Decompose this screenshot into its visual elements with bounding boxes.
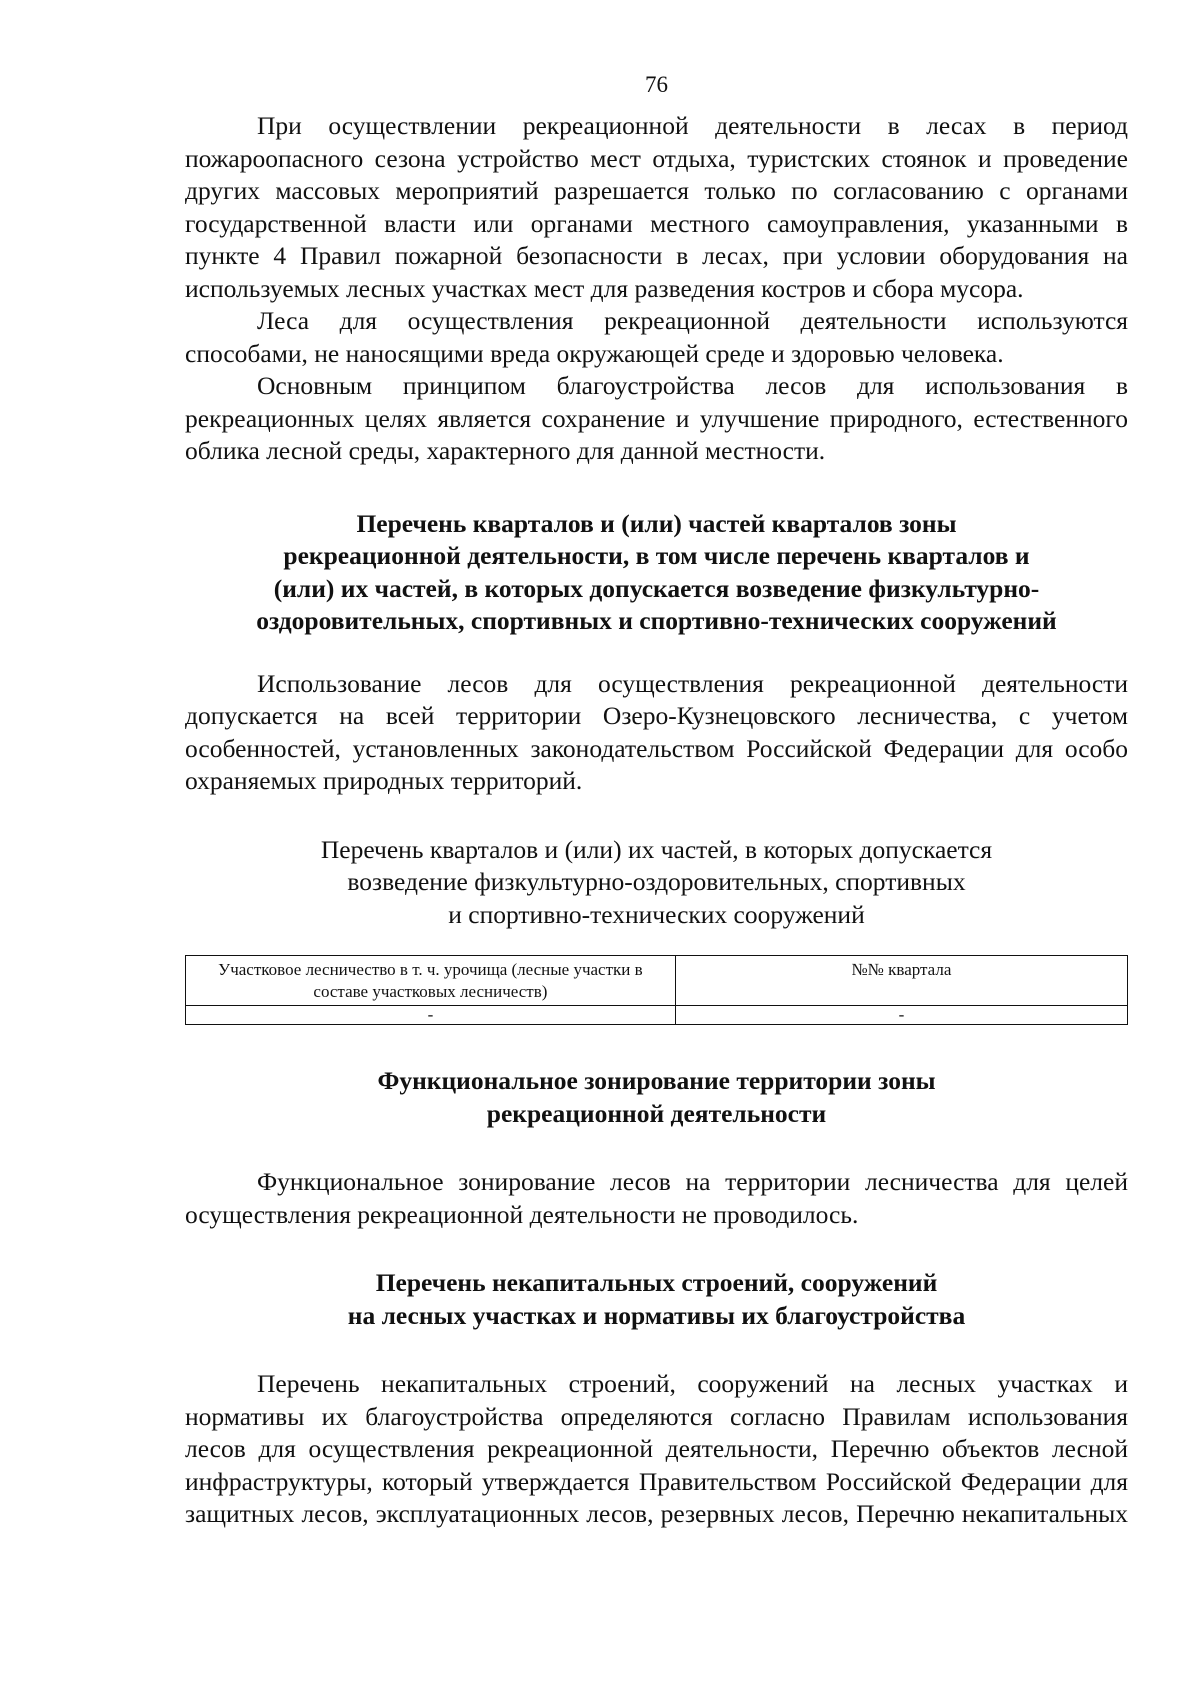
table-cell-quarters: - xyxy=(675,1006,1127,1025)
intro-paragraph-3: Основным принципом благоустройства лесов для использования в рекреационных целях является сохранение и улучшение природного, естественного облика лесной среды, характерного для данной местности. xyxy=(185,371,1128,465)
header-forestry: Участковое лесничество в т. ч. урочища (лесные участки в составе участковых лесничеств) xyxy=(186,956,676,1006)
functional-zoning-paragraph: Функциональное зонирование лесов на территории лесничества для целей осуществления рекреационной деятельности не проводилось. xyxy=(185,1167,1128,1229)
table-row xyxy=(186,1006,1128,1025)
heading-line: рекреационной деятельности, в том числе перечень кварталов и xyxy=(283,541,1030,570)
heading-line: на лесных участках и нормативы их благоустройства xyxy=(347,1300,966,1330)
page-number: 76 xyxy=(645,72,668,97)
table-cell-forestry: - xyxy=(186,1006,676,1025)
caption-line: возведение физкультурно-оздоровительных, спортивных xyxy=(347,867,966,896)
quarters-table-wrapper xyxy=(185,955,1128,1025)
recreation-usage-paragraph: Использование лесов для осуществления рекреационной деятельности допускается на всей территории Озеро-Кузнецовского лесничества, с учетом особенностей, установленных законодательством Российской Федерации для особо охраняемых природных территорий. xyxy=(185,668,1128,795)
section-heading-recreation-quarters xyxy=(185,508,1128,638)
section-heading-non-capital-structures xyxy=(185,1267,1128,1332)
table-caption xyxy=(185,834,1128,932)
header-quarter-numbers: №№ квартала xyxy=(675,956,1127,1006)
caption-line: и спортивно-технических сооружений xyxy=(448,899,865,929)
heading-line: (или) их частей, в которых допускается возведение физкультурно- xyxy=(273,573,1040,603)
intro-paragraph-1: При осуществлении рекреационной деятельности в лесах в период пожароопасного сезона устройство мест отдыха, туристских стоянок и проведение других массовых мероприятий разрешается только по согласованию с органами государственной власти или органами местного самоуправления, указанными в пункте 4 Правил пожарной безопасности в лесах, при условии оборудования на используемых лесных участках мест для разведения костров и сбора мусора. xyxy=(185,111,1128,303)
quarters-table xyxy=(185,955,1128,1025)
intro-paragraph-2: Леса для осуществления рекреационной деятельности используются способами, не наносящими вреда окружающей среде и здоровью человека. xyxy=(185,306,1128,368)
table-header-row xyxy=(186,956,1128,1006)
heading-line: Перечень кварталов и (или) частей кварталов зоны xyxy=(356,508,957,538)
heading-line: оздоровительных, спортивных и спортивно-технических сооружений xyxy=(256,606,1057,635)
section-heading-functional-zoning xyxy=(185,1065,1128,1130)
caption-line: Перечень кварталов и (или) их частей, в которых допускается xyxy=(320,834,993,864)
non-capital-structures-paragraph: Перечень некапитальных строений, сооружений на лесных участках и нормативы их благоустройства определяются согласно Правилам использования лесов для осуществления рекреационной деятельности, Перечню объектов лесной инфраструктуры, который утверждается Правительством Российской Федерации для защитных лесов, эксплуатационных лесов, резервных лесов, Перечню некапитальных xyxy=(185,1369,1128,1528)
heading-line: Перечень некапитальных строений, сооружений xyxy=(375,1268,938,1297)
heading-line: рекреационной деятельности xyxy=(486,1098,827,1128)
heading-line: Функциональное зонирование территории зоны xyxy=(377,1066,936,1095)
